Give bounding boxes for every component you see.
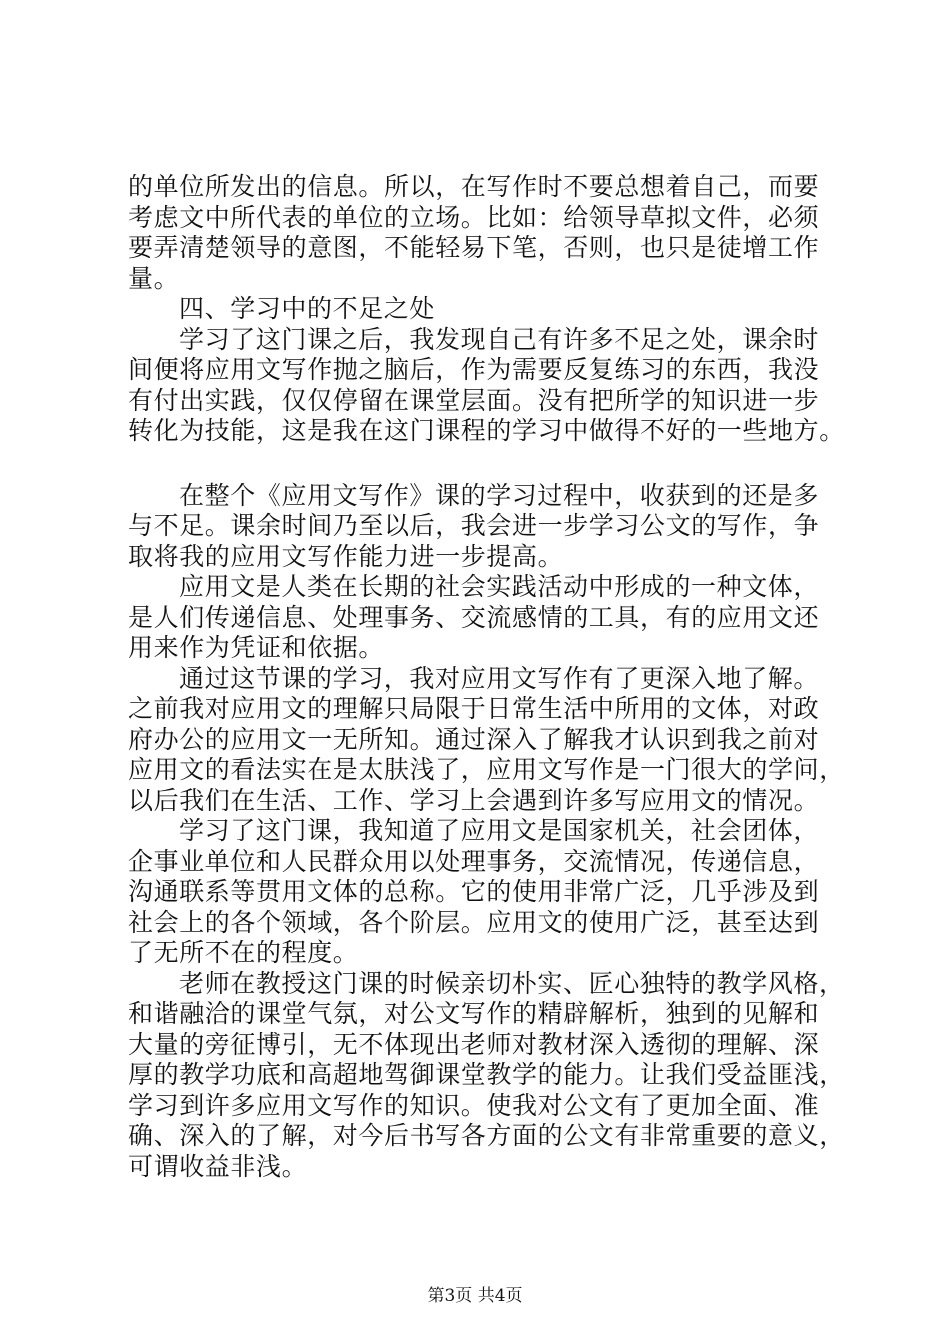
text-line: 社会上的各个领域，各个阶层。应用文的使用广泛，甚至达到 xyxy=(128,907,820,937)
text-line: 应用文是人类在长期的社会实践活动中形成的一种文体， xyxy=(179,572,820,601)
text-line: 转化为技能，这是我在这门课程的学习中做得不好的一些地方。 xyxy=(128,416,845,445)
text-line: 要弄清楚领导的意图，不能轻易下笔，否则，也只是徒增工作 xyxy=(128,233,820,262)
text-line: 确、深入的了解，对今后书写各方面的公文有非常重要的意义， xyxy=(128,1121,845,1150)
text-line: 量。 xyxy=(128,263,180,293)
text-line: 老师在教授这门课的时候亲切朴实、匠心独特的教学风格， xyxy=(179,968,845,998)
text-line: 通过这节课的学习，我对应用文写作有了更深入地了解。 xyxy=(179,663,820,693)
text-line: 府办公的应用文一无所知。通过深入了解我才认识到我之前对 xyxy=(128,724,820,754)
text-line: 以后我们在生活、工作、学习上会遇到许多写应用文的情况。 xyxy=(128,785,820,815)
text-line: 取将我的应用文写作能力进一步提高。 xyxy=(128,541,564,571)
text-line: 沟通联系等贯用文体的总称。它的使用非常广泛，几乎涉及到 xyxy=(128,877,820,906)
text-line: 有付出实践，仅仅停留在课堂层面。没有把所学的知识进一步 xyxy=(128,385,820,415)
text-line: 考虑文中所代表的单位的立场。比如：给领导草拟文件，必须 xyxy=(128,202,820,232)
text-line: 了无所不在的程度。 xyxy=(128,938,359,967)
text-line: 应用文的看法实在是太肤浅了，应用文写作是一门很大的学问， xyxy=(128,755,845,784)
text-line: 企事业单位和人民群众用以处理事务，交流情况，传递信息， xyxy=(128,846,820,876)
section-heading: 四、学习中的不足之处 xyxy=(179,294,436,323)
text-line: 学习了这门课，我知道了应用文是国家机关，社会团体， xyxy=(179,816,820,845)
page-number-footer: 第3页 共4页 xyxy=(427,1286,523,1306)
text-line: 与不足。课余时间乃至以后，我会进一步学习公文的写作，争 xyxy=(128,511,820,540)
text-line: 学习到许多应用文写作的知识。使我对公文有了更加全面、准 xyxy=(128,1090,820,1120)
text-line: 学习了这门课之后，我发现自己有许多不足之处，课余时 xyxy=(179,324,820,354)
text-line: 用来作为凭证和依据。 xyxy=(128,633,385,662)
text-line: 是人们传递信息、处理事务、交流感情的工具，有的应用文还 xyxy=(128,602,820,632)
text-line: 在整个《应用文写作》课的学习过程中，收获到的还是多 xyxy=(179,480,820,510)
text-line: 厚的教学功底和高超地驾御课堂教学的能力。让我们受益匪浅， xyxy=(128,1060,845,1089)
text-line: 间便将应用文写作抛之脑后，作为需要反复练习的东西，我没 xyxy=(128,355,820,384)
text-line: 的单位所发出的信息。所以，在写作时不要总想着自己，而要 xyxy=(128,172,820,201)
text-line: 之前我对应用文的理解只局限于日常生活中所用的文体，对政 xyxy=(128,694,820,723)
text-line: 可谓收益非浅。 xyxy=(128,1151,308,1181)
paragraph-gap xyxy=(128,447,838,481)
text-line: 大量的旁征博引，无不体现出老师对教材深入透彻的理解、深 xyxy=(128,1029,820,1059)
document-body xyxy=(128,172,845,1182)
text-line: 和谐融洽的课堂气氛，对公文写作的精辟解析，独到的见解和 xyxy=(128,999,820,1028)
